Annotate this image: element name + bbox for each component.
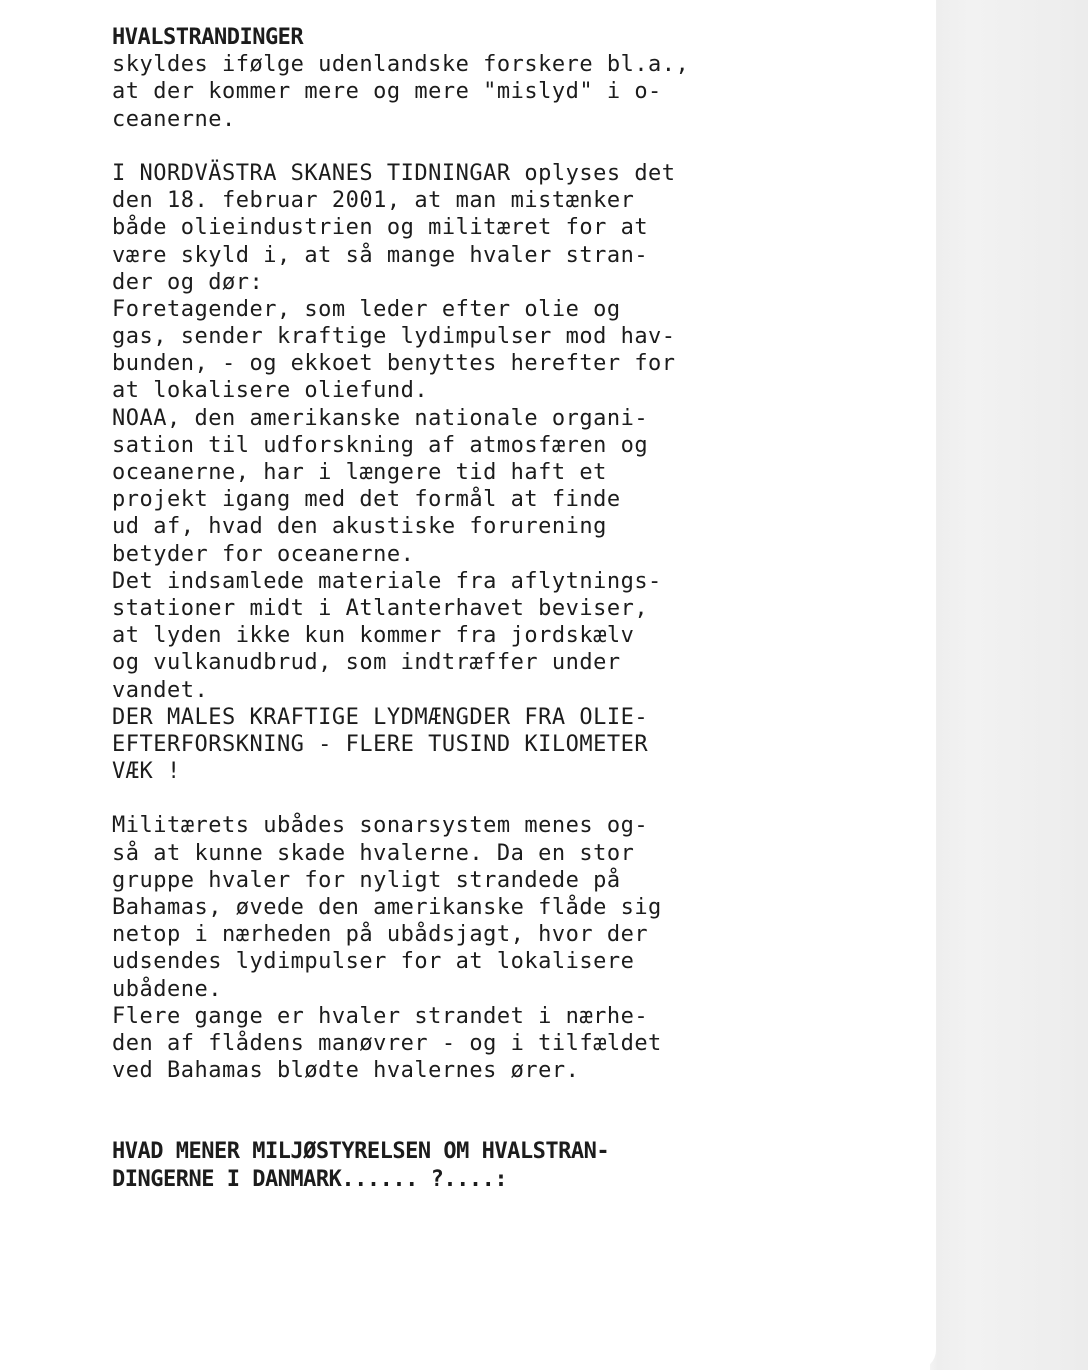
text-line: Flere gange er hvaler strandet i nærhe- <box>112 1003 649 1029</box>
text-line: EFTERFORSKNING - FLERE TUSIND KILOMETER <box>112 731 649 757</box>
text-line: den 18. februar 2001, at man mistænker <box>112 188 635 214</box>
text-line: ubådene. <box>112 976 222 1002</box>
scan-edge-shadow <box>930 0 1088 1370</box>
document-text <box>112 24 812 1193</box>
text-line: sation til udforskning af atmosfæren og <box>112 432 649 458</box>
text-line: HVAD MENER MILJØSTYRELSEN OM HVALSTRAN- <box>112 1139 610 1165</box>
text-line: Bahamas, øvede den amerikanske flåde sig <box>112 895 662 920</box>
text-line: der og dør: <box>112 269 264 295</box>
text-line: netop i nærheden på ubådsjagt, hvor der <box>112 922 649 948</box>
text-line: betyder for oceanerne. <box>112 541 415 567</box>
text-line: DINGERNE I DANMARK...... ?....: <box>112 1166 508 1192</box>
text-line: så at kunne skade hvalerne. Da en stor <box>112 840 635 866</box>
text-line: ved Bahamas blødte hvalernes ører. <box>112 1058 580 1084</box>
text-line: være skyld i, at så mange hvaler stran- <box>112 242 649 268</box>
closing-question <box>112 1138 812 1192</box>
text-line: vandet. <box>112 677 209 703</box>
text-line: den af flådens manøvrer - og i tilfældet <box>112 1030 662 1056</box>
document-heading: HVALSTRANDINGER <box>112 25 304 50</box>
text-line: at lyden ikke kun kommer fra jordskælv <box>112 623 635 649</box>
text-line: at lokalisere oliefund. <box>112 378 429 404</box>
text-line: DER MALES KRAFTIGE LYDMÆNGDER FRA OLIE- <box>112 704 649 730</box>
text-line: projekt igang med det formål at finde <box>112 487 621 513</box>
text-line: både olieindustrien og militæret for at <box>112 215 649 241</box>
text-line: bunden, - og ekkoet benyttes herefter for <box>112 351 676 377</box>
text-line: oceanerne, har i længere tid haft et <box>112 460 607 485</box>
text-line: NOAA, den amerikanske nationale organi- <box>112 405 649 431</box>
text-line: ceanerne. <box>112 106 236 132</box>
military-section <box>112 812 812 1084</box>
text-line: udsendes lydimpulser for at lokalisere <box>112 949 635 975</box>
text-line: gas, sender kraftige lydimpulser mod hav- <box>112 324 676 350</box>
text-line: at der kommer mere og mere "mislyd" i o- <box>112 79 662 105</box>
text-line: Det indsamlede materiale fra aflytnings- <box>112 568 662 594</box>
intro-paragraph <box>112 51 812 133</box>
text-line: ud af, hvad den akustiske forurening <box>112 514 607 540</box>
text-line: og vulkanudbrud, som indtræffer under <box>112 650 621 676</box>
text-line: stationer midt i Atlanterhavet beviser, <box>112 595 649 621</box>
text-line: Militærets ubådes sonarsystem menes og- <box>112 813 649 839</box>
text-line: skyldes ifølge udenlandske forskere bl.a., <box>112 52 690 78</box>
text-line: Foretagender, som leder efter olie og <box>112 296 621 322</box>
text-line: VÆK ! <box>112 759 181 785</box>
body-section <box>112 160 812 785</box>
text-line: gruppe hvaler for nyligt strandede på <box>112 867 621 893</box>
text-line: I NORDVÄSTRA SKANES TIDNINGAR oplyses det <box>112 160 676 186</box>
